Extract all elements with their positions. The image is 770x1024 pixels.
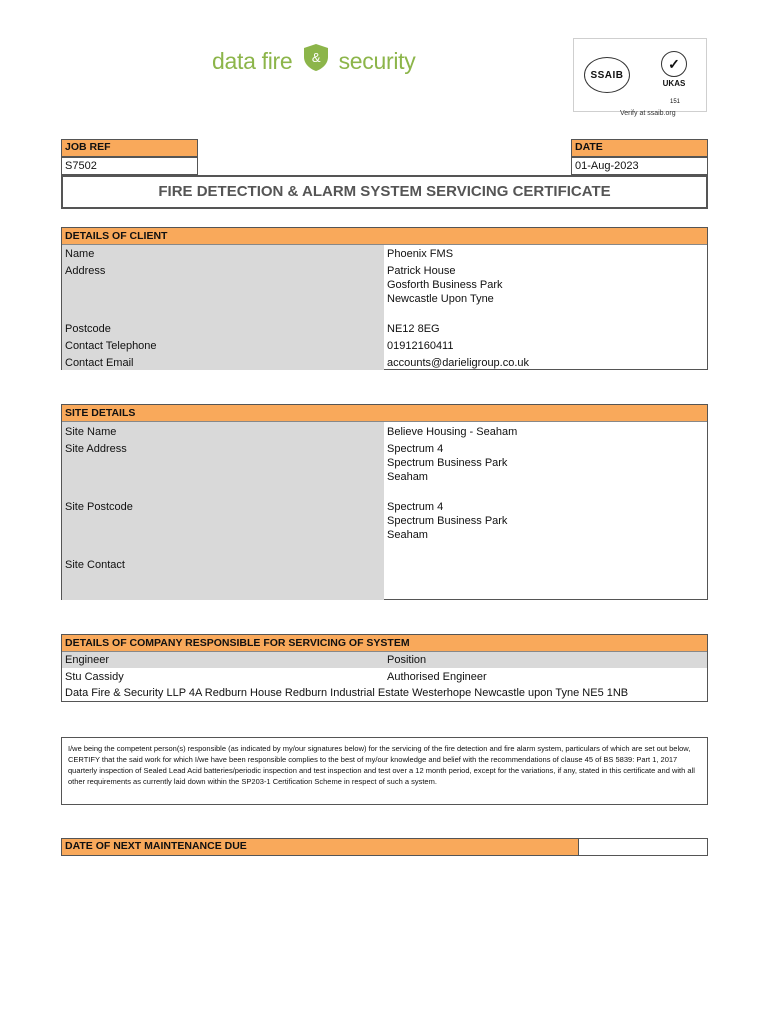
- client-phone-label: Contact Telephone: [65, 340, 157, 352]
- site-name: Believe Housing - Seaham: [387, 426, 518, 438]
- client-name: Phoenix FMS: [387, 248, 454, 260]
- page-title: FIRE DETECTION & ALARM SYSTEM SERVICING CERTIFICATE: [61, 175, 708, 209]
- accreditation-box: [573, 38, 707, 112]
- client-email-label: Contact Email: [65, 357, 134, 369]
- engineer-position: Authorised Engineer: [387, 671, 487, 683]
- client-section: [61, 227, 708, 370]
- client-address-label: Address: [65, 265, 106, 277]
- client-address: Patrick House Gosforth Business Park Newcastle Upon Tyne: [387, 265, 503, 305]
- check-icon: ✓: [661, 51, 687, 77]
- company-heading: DETAILS OF COMPANY RESPONSIBLE FOR SERVICING OF SYSTEM: [62, 635, 707, 652]
- site-contact-label: Site Contact: [65, 559, 125, 571]
- client-postcode: NE12 8EG: [387, 323, 440, 335]
- client-heading: DETAILS OF CLIENT: [62, 228, 707, 245]
- engineer-name: Stu Cassidy: [65, 671, 124, 683]
- site-heading: SITE DETAILS: [62, 405, 707, 422]
- company-section: [61, 634, 708, 702]
- site-address-label: Site Address: [65, 443, 127, 455]
- job-ref-label: JOB REF: [61, 139, 198, 157]
- site-section: [61, 404, 708, 600]
- next-maintenance-value: [578, 838, 708, 856]
- company-label-row: [62, 652, 707, 668]
- date-value: 01-Aug-2023: [571, 157, 708, 175]
- ukas-number: 151: [670, 99, 681, 105]
- client-postcode-label: Postcode: [65, 323, 111, 335]
- client-name-label: Name: [65, 248, 95, 260]
- job-ref-value: S7502: [61, 157, 198, 175]
- logo-text-right: security: [338, 48, 416, 74]
- logo-amp: &: [311, 50, 320, 65]
- site-address: Spectrum 4 Spectrum Business Park Seaham: [387, 443, 508, 483]
- site-postcode: Spectrum 4 Spectrum Business Park Seaham: [387, 501, 508, 541]
- verify-text: Verify at ssaib.org: [620, 110, 676, 117]
- date-label: DATE: [571, 139, 708, 157]
- company-address: Data Fire & Security LLP 4A Redburn House Redburn Industrial Estate Westerhope Newcastle upon Tyne NE5 1NB: [65, 687, 629, 699]
- company-logo: [212, 42, 415, 78]
- next-maintenance-label: DATE OF NEXT MAINTENANCE DUE: [61, 838, 579, 856]
- ukas-logo: [654, 45, 694, 97]
- client-phone: 01912160411: [387, 340, 454, 352]
- shield-icon: [301, 42, 331, 78]
- client-email: accounts@darieligroup.co.uk: [387, 357, 530, 369]
- engineer-label: Engineer: [65, 654, 110, 666]
- site-postcode-label: Site Postcode: [65, 501, 133, 513]
- position-label: Position: [387, 654, 427, 666]
- logo-text-left: data fire: [212, 48, 293, 74]
- certification-statement: I/we being the competent person(s) responsible (as indicated by my/our signatures below) for the servicing of the fire detection and fire alarm system, particulars of which are set out below, CERTIFY that the said work for which I/we have been responsible complies to the best of my/our knowledge and belief with the recommendations of clause 45 of BS 5839: Part 1, 2017 quarterly inspection of Sealed Lead Acid batteries/periodic inspection and test inspection and test over a 12 month period, except for the variations, if any, stated in this certificate and with all other requirements as currently laid down within the SP203-1 Certification Scheme in respect of such a system.: [61, 737, 708, 805]
- site-name-label: Site Name: [65, 426, 117, 438]
- ukas-text: UKAS: [662, 79, 686, 88]
- ssaib-logo: SSAIB: [584, 57, 630, 93]
